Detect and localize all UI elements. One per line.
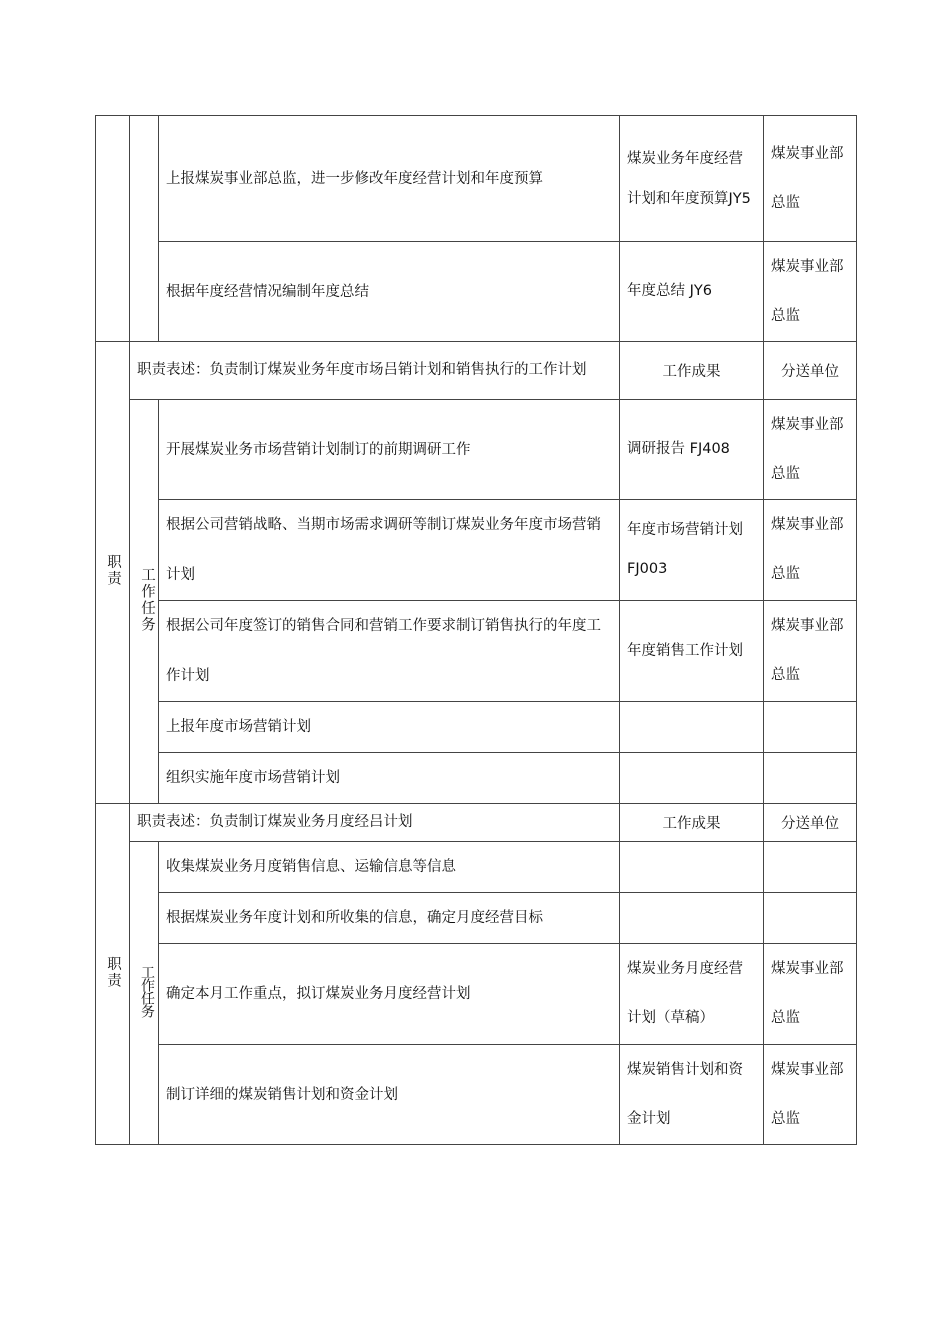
section-header-row <box>96 804 857 842</box>
table-row <box>96 893 857 944</box>
table-row <box>96 842 857 893</box>
result-cell <box>620 702 764 753</box>
dest-cell: 煤炭事业部总监 <box>764 116 857 242</box>
table-row <box>96 116 857 242</box>
responsibility-description: 职责表述：负责制订煤炭业务月度经吕计划 <box>130 804 620 842</box>
dest-cell: 煤炭事业部总监 <box>764 1045 857 1145</box>
dest-cell <box>764 893 857 944</box>
task-label-cell <box>130 400 159 804</box>
column-header-dest: 分送单位 <box>764 804 857 842</box>
task-cell: 上报年度市场营销计划 <box>159 702 620 753</box>
result-cell: 年度总结 JY6 <box>620 242 764 342</box>
task-label: 工作任务 <box>139 566 155 633</box>
table-row <box>96 753 857 804</box>
task-cell: 根据公司年度签订的销售合同和营销工作要求制订销售执行的年度工作计划 <box>159 601 620 702</box>
table-row <box>96 242 857 342</box>
task-label-cell <box>130 116 159 342</box>
result-cell: 煤炭业务年度经营计划和年度预算JY5 <box>620 116 764 242</box>
task-cell: 组织实施年度市场营销计划 <box>159 753 620 804</box>
result-cell <box>620 893 764 944</box>
result-cell: 调研报告 FJ408 <box>620 400 764 500</box>
table-row <box>96 1045 857 1145</box>
task-cell: 根据煤炭业务年度计划和所收集的信息，确定月度经营目标 <box>159 893 620 944</box>
table-row <box>96 400 857 500</box>
task-cell: 收集煤炭业务月度销售信息、运输信息等信息 <box>159 842 620 893</box>
task-cell: 根据年度经营情况编制年度总结 <box>159 242 620 342</box>
column-header-result: 工作成果 <box>620 804 764 842</box>
task-cell: 开展煤炭业务市场营销计划制订的前期调研工作 <box>159 400 620 500</box>
dest-cell <box>764 702 857 753</box>
task-label-cell <box>130 842 159 1145</box>
section-label-cell <box>96 116 130 342</box>
column-header-dest: 分送单位 <box>764 342 857 400</box>
table-row <box>96 702 857 753</box>
dest-cell <box>764 753 857 804</box>
responsibility-description: 职责表述：负责制订煤炭业务年度市场吕销计划和销售执行的工作计划 <box>130 342 620 400</box>
section-label: 职责 <box>105 955 121 989</box>
section-header-row <box>96 342 857 400</box>
task-cell: 根据公司营销战略、当期市场需求调研等制订煤炭业务年度市场营销计划 <box>159 500 620 601</box>
result-cell: 年度销售工作计划 <box>620 601 764 702</box>
dest-cell: 煤炭事业部总监 <box>764 944 857 1045</box>
table-row <box>96 944 857 1045</box>
result-cell: 年度市场营销计划FJ003 <box>620 500 764 601</box>
result-cell: 煤炭销售计划和资金计划 <box>620 1045 764 1145</box>
section-label-cell <box>96 342 130 804</box>
section-label-cell <box>96 804 130 1145</box>
task-label: 工作任务 <box>139 965 155 1017</box>
result-cell <box>620 753 764 804</box>
task-cell: 确定本月工作重点，拟订煤炭业务月度经营计划 <box>159 944 620 1045</box>
table-row <box>96 500 857 601</box>
dest-cell: 煤炭事业部总监 <box>764 400 857 500</box>
result-cell <box>620 842 764 893</box>
dest-cell: 煤炭事业部总监 <box>764 242 857 342</box>
section-label: 职责 <box>105 554 121 587</box>
task-cell: 制订详细的煤炭销售计划和资金计划 <box>159 1045 620 1145</box>
dest-cell: 煤炭事业部总监 <box>764 500 857 601</box>
task-cell: 上报煤炭事业部总监，进一步修改年度经营计划和年度预算 <box>159 116 620 242</box>
responsibility-table <box>95 115 857 1145</box>
dest-cell: 煤炭事业部总监 <box>764 601 857 702</box>
table-row <box>96 601 857 702</box>
dest-cell <box>764 842 857 893</box>
result-cell: 煤炭业务月度经营计划（草稿） <box>620 944 764 1045</box>
column-header-result: 工作成果 <box>620 342 764 400</box>
